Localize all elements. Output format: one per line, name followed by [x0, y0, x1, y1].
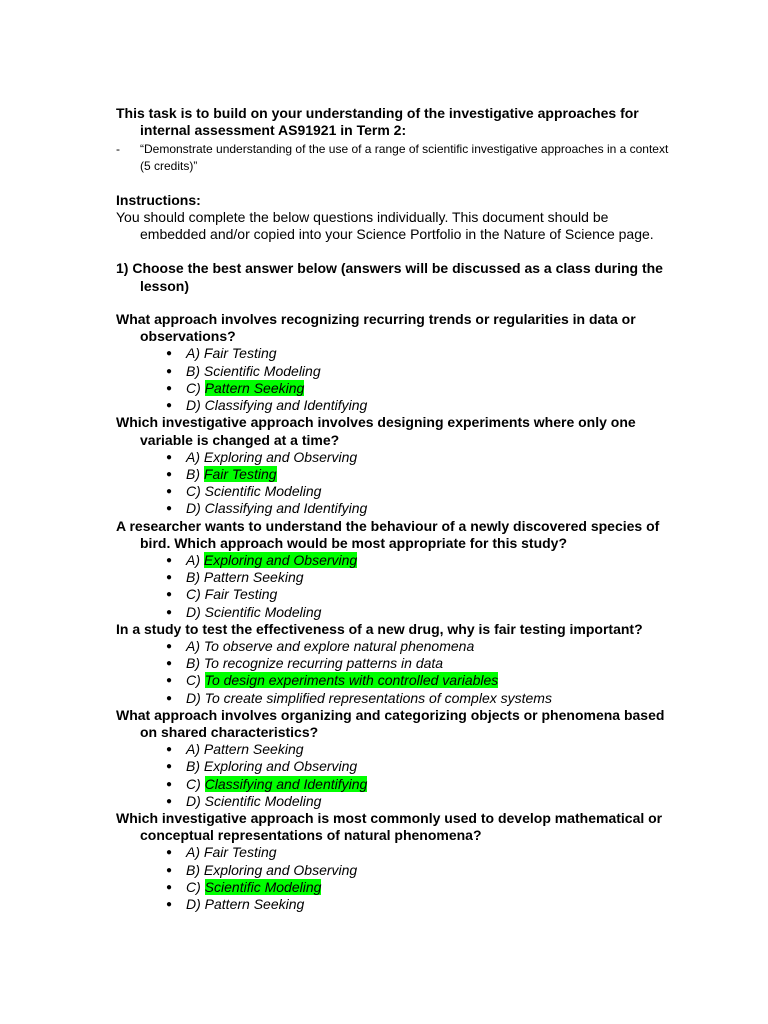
answer-options [116, 844, 676, 913]
option-letter: C) [186, 483, 205, 500]
bullet-icon: ● [165, 640, 172, 652]
option-letter: A) [186, 844, 204, 861]
bullet-icon: ● [165, 554, 172, 566]
highlighted-correct-answer: Exploring and Observing [203, 551, 358, 568]
answer-option [116, 483, 676, 500]
bullet-icon: ● [165, 744, 172, 756]
highlighted-correct-answer: Scientific Modeling [204, 878, 322, 895]
option-text: Pattern Seeking [204, 895, 305, 912]
bullet-icon: ● [165, 451, 172, 463]
option-content [186, 672, 498, 689]
question-text: Which investigative approach is most commonly used to develop mathematical or conceptual representations of natural phenomena? [116, 809, 663, 844]
instructions-heading: Instructions: [116, 191, 201, 208]
bullet-icon: ● [165, 503, 172, 515]
option-text: Exploring and Observing [203, 758, 358, 775]
highlighted-correct-answer: Fair Testing [203, 465, 277, 482]
option-text: Fair Testing [203, 345, 277, 362]
option-content [186, 586, 277, 603]
answer-options [116, 449, 676, 518]
option-letter: A) [186, 448, 204, 465]
intro-text: This task is to build on your understanding of the investigative approaches for internal assessment AS91921 in Term 2: [116, 105, 639, 139]
option-text: Scientific Modeling [204, 603, 322, 620]
option-text: Exploring and Observing [203, 448, 358, 465]
answer-option [116, 896, 676, 913]
option-content [186, 879, 321, 896]
option-content [186, 397, 367, 414]
option-content [186, 569, 304, 586]
document-body [116, 105, 676, 913]
answer-option [116, 569, 676, 586]
bullet-icon: ● [165, 382, 172, 394]
bullet-icon: ● [165, 468, 172, 480]
bullet-icon: ● [165, 864, 172, 876]
highlighted-correct-answer: Classifying and Identifying [204, 775, 368, 792]
answer-option [116, 879, 676, 896]
option-content [186, 741, 304, 758]
option-letter: A) [186, 741, 204, 758]
option-letter: C) [186, 775, 205, 792]
answer-option [116, 672, 676, 689]
option-content [186, 363, 321, 380]
option-content [186, 345, 277, 362]
option-content [186, 896, 304, 913]
option-content [186, 638, 474, 655]
option-text: Fair Testing [204, 586, 278, 603]
answer-option [116, 638, 676, 655]
answer-option [116, 862, 676, 879]
highlighted-correct-answer: To design experiments with controlled variables [204, 672, 499, 689]
option-letter: D) [186, 689, 205, 706]
instructions-text: You should complete the below questions individually. This document should be embedded and/or copied into your Science Portfolio in the Nature of Science page. [116, 208, 654, 243]
answer-option [116, 844, 676, 861]
answer-option [116, 552, 676, 569]
intro-quote-row [116, 141, 676, 175]
option-letter: B) [186, 758, 204, 775]
option-content [186, 793, 321, 810]
option-content [186, 776, 367, 793]
bullet-icon: ● [165, 881, 172, 893]
answer-option [116, 776, 676, 793]
bullet-icon: ● [165, 847, 172, 859]
option-letter: B) [186, 362, 204, 379]
bullet-icon: ● [165, 778, 172, 790]
option-text: Scientific Modeling [204, 483, 322, 500]
option-letter: D) [186, 603, 205, 620]
dash-marker: - [116, 141, 120, 156]
option-letter: B) [186, 655, 204, 672]
option-content [186, 862, 357, 879]
option-text: To create simplified representations of complex systems [204, 689, 552, 706]
bullet-icon: ● [165, 589, 172, 601]
bullet-icon: ● [165, 761, 172, 773]
option-content [186, 449, 357, 466]
option-text: To recognize recurring patterns in data [203, 655, 444, 672]
answer-option [116, 655, 676, 672]
option-text: Classifying and Identifying [204, 397, 368, 414]
achievement-standard-quote: “Demonstrate understanding of the use of a range of scientific investigative approaches in a context (5 credits)” [140, 141, 669, 173]
answer-options [116, 345, 676, 414]
option-text: Pattern Seeking [203, 569, 304, 586]
answer-option [116, 741, 676, 758]
bullet-icon: ● [165, 486, 172, 498]
bullet-icon: ● [165, 658, 172, 670]
answer-option [116, 500, 676, 517]
option-text: Exploring and Observing [203, 861, 358, 878]
option-letter: B) [186, 465, 204, 482]
option-content [186, 466, 277, 483]
option-letter: D) [186, 895, 205, 912]
question-text: What approach involves organizing and categorizing objects or phenomena based on shared characteristics? [116, 706, 665, 740]
option-text: To observe and explore natural phenomena [203, 637, 475, 654]
answer-option [116, 586, 676, 603]
option-letter: B) [186, 861, 204, 878]
option-content [186, 380, 304, 397]
answer-options [116, 638, 676, 707]
bullet-icon: ● [165, 606, 172, 618]
option-content [186, 552, 357, 569]
option-letter: C) [186, 672, 205, 689]
option-content [186, 844, 277, 861]
option-letter: C) [186, 379, 205, 396]
option-content [186, 690, 552, 707]
section-heading: 1) Choose the best answer below (answers will be discussed as a class during the lesson) [116, 260, 663, 294]
option-text: Classifying and Identifying [204, 500, 368, 517]
option-letter: B) [186, 569, 204, 586]
answer-option [116, 690, 676, 707]
option-letter: C) [186, 586, 205, 603]
question-list [116, 311, 676, 913]
question-text: What approach involves recognizing recurring trends or regularities in data or observations? [116, 311, 636, 345]
option-letter: A) [186, 551, 204, 568]
option-letter: A) [186, 637, 204, 654]
bullet-icon: ● [165, 675, 172, 687]
bullet-icon: ● [165, 365, 172, 377]
answer-option [116, 466, 676, 483]
option-content [186, 758, 357, 775]
bullet-icon: ● [165, 795, 172, 807]
answer-option [116, 449, 676, 466]
highlighted-correct-answer: Pattern Seeking [204, 379, 305, 396]
answer-option [116, 604, 676, 621]
option-text: Scientific Modeling [203, 362, 321, 379]
answer-options [116, 741, 676, 810]
answer-option [116, 758, 676, 775]
option-letter: C) [186, 878, 205, 895]
answer-option [116, 397, 676, 414]
option-letter: D) [186, 500, 205, 517]
option-content [186, 604, 321, 621]
option-text: Pattern Seeking [203, 741, 304, 758]
option-content [186, 655, 443, 672]
bullet-icon: ● [165, 400, 172, 412]
bullet-icon: ● [165, 348, 172, 360]
option-letter: D) [186, 397, 205, 414]
option-content [186, 483, 321, 500]
option-text: Scientific Modeling [204, 792, 322, 809]
answer-options [116, 552, 676, 621]
answer-option [116, 380, 676, 397]
answer-option [116, 363, 676, 380]
bullet-icon: ● [165, 898, 172, 910]
question-text: Which investigative approach involves designing experiments where only one variable is changed at a time? [116, 414, 636, 448]
option-letter: D) [186, 792, 205, 809]
bullet-icon: ● [165, 572, 172, 584]
question-text: A researcher wants to understand the behaviour of a newly discovered species of bird. Which approach would be most appropriate for this study? [116, 517, 660, 551]
option-content [186, 500, 367, 517]
answer-option [116, 793, 676, 810]
answer-option [116, 345, 676, 362]
option-letter: A) [186, 345, 204, 362]
option-text: Fair Testing [203, 844, 277, 861]
question-text: In a study to test the effectiveness of a new drug, why is fair testing important? [116, 620, 643, 637]
bullet-icon: ● [165, 692, 172, 704]
